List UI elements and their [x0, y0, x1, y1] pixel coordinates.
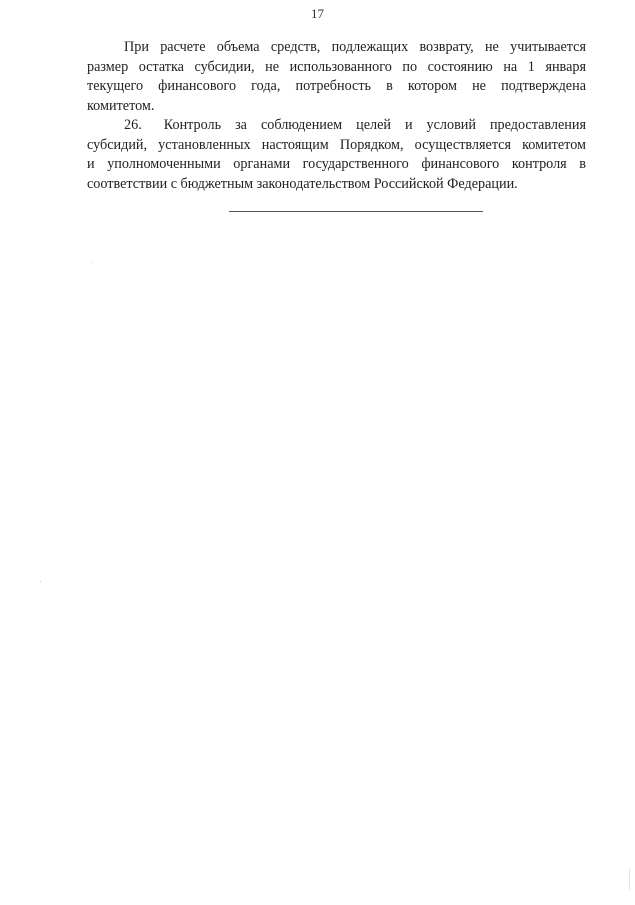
paragraph-line: комитетом. [87, 97, 155, 114]
paragraph-return-calculation [87, 38, 586, 116]
scan-speck [40, 581, 41, 582]
paragraph-line: и уполномоченными органами государственного финансового контроля в [87, 156, 586, 172]
page-number: 17 [311, 6, 324, 21]
paragraph-first-line [87, 116, 586, 136]
clause-number: 26. [124, 117, 142, 133]
document-body [87, 38, 586, 194]
paragraph-line: текущего финансового года, потребность в котором не подтверждена [87, 78, 586, 94]
scan-speck [91, 262, 92, 263]
paragraph-line: Контроль за соблюдением целей и условий предоставления [163, 117, 586, 133]
paragraph-line: При расчете объема средств, подлежащих возврату, не учитывается [124, 39, 586, 55]
scan-edge-mark [629, 868, 630, 890]
paragraph-line: соответствии с бюджетным законодательством Российской Федерации. [87, 175, 518, 192]
paragraph-line: размер остатка субсидии, не использованного по состоянию на 1 января [87, 58, 586, 75]
paragraph-26-control [87, 116, 586, 194]
paragraph-line: субсидий, установленных настоящим Порядком, осуществляется комитетом [87, 136, 586, 153]
end-divider-line [229, 211, 483, 212]
